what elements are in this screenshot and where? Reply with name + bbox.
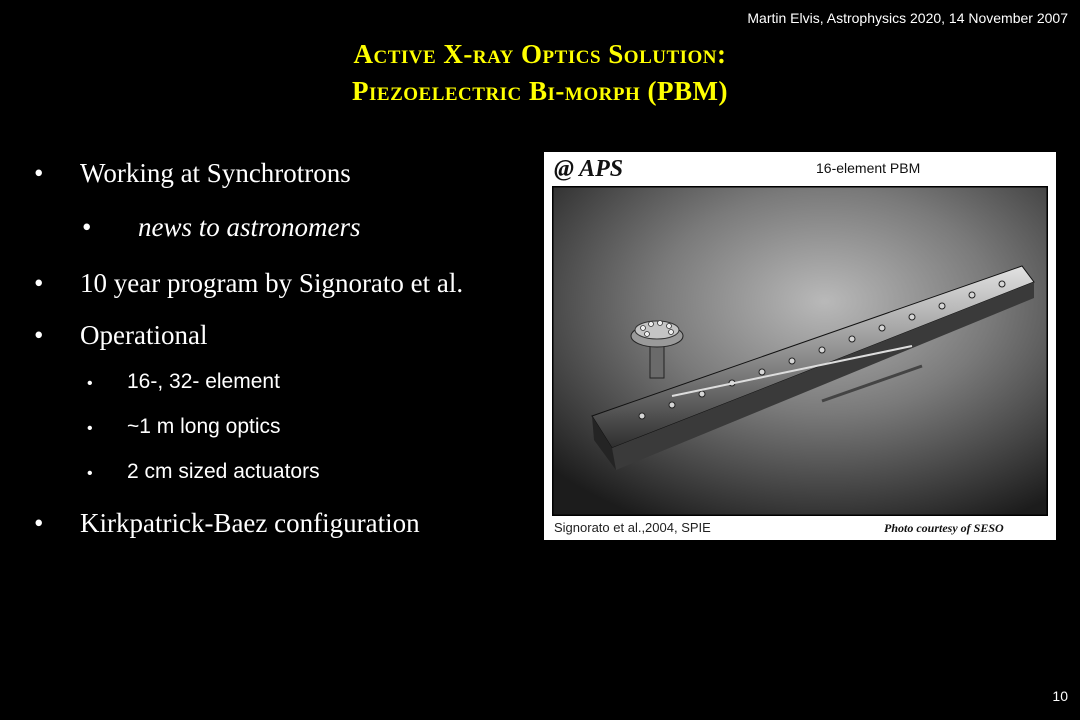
bullet-text: news to astronomers xyxy=(138,212,361,242)
bullet-text: Kirkpatrick-Baez configuration xyxy=(80,508,420,538)
bullet-dot: • xyxy=(87,420,93,437)
bullet-dot: • xyxy=(34,508,44,538)
header-note: Martin Elvis, Astrophysics 2020, 14 November 2007 xyxy=(747,10,1068,26)
bullet-item xyxy=(0,320,207,351)
bullet-text: ~1 m long optics xyxy=(127,415,281,438)
bullet-text: 16-, 32- element xyxy=(127,370,280,393)
sub-bullet-item xyxy=(0,415,281,439)
bullet-text: 2 cm sized actuators xyxy=(127,460,320,483)
bullet-dot: • xyxy=(82,212,92,242)
bullet-text: Working at Synchrotrons xyxy=(80,158,351,188)
pbm-photo-figure xyxy=(544,152,1056,540)
bullet-dot: • xyxy=(87,465,93,482)
photo-citation: Signorato et al.,2004, SPIE xyxy=(554,520,711,535)
bullet-item xyxy=(0,268,463,299)
bullet-dot: • xyxy=(34,320,44,350)
photo-label: @ APS xyxy=(554,156,624,182)
bullet-item xyxy=(0,212,361,243)
slide-title xyxy=(0,36,1080,110)
bullet-text: 10 year program by Signorato et al. xyxy=(80,268,464,298)
title-line-1: Active X-ray Optics Solution: xyxy=(353,39,727,69)
photo-credit: Photo courtesy of SESO xyxy=(884,521,1004,535)
photo-caption: 16-element PBM xyxy=(816,160,921,176)
pbm-device-photo xyxy=(552,186,1048,516)
bullet-item xyxy=(0,158,351,189)
bullet-text: Operational xyxy=(80,320,208,350)
page-number: 10 xyxy=(1052,688,1068,704)
bullet-item xyxy=(0,508,420,539)
title-line-2: Piezoelectric Bi-morph (PBM) xyxy=(352,76,728,106)
sub-bullet-item xyxy=(0,370,280,394)
bullet-dot: • xyxy=(87,375,93,392)
sub-bullet-item xyxy=(0,460,320,484)
bullet-dot: • xyxy=(34,158,44,188)
bullet-dot: • xyxy=(34,268,44,298)
